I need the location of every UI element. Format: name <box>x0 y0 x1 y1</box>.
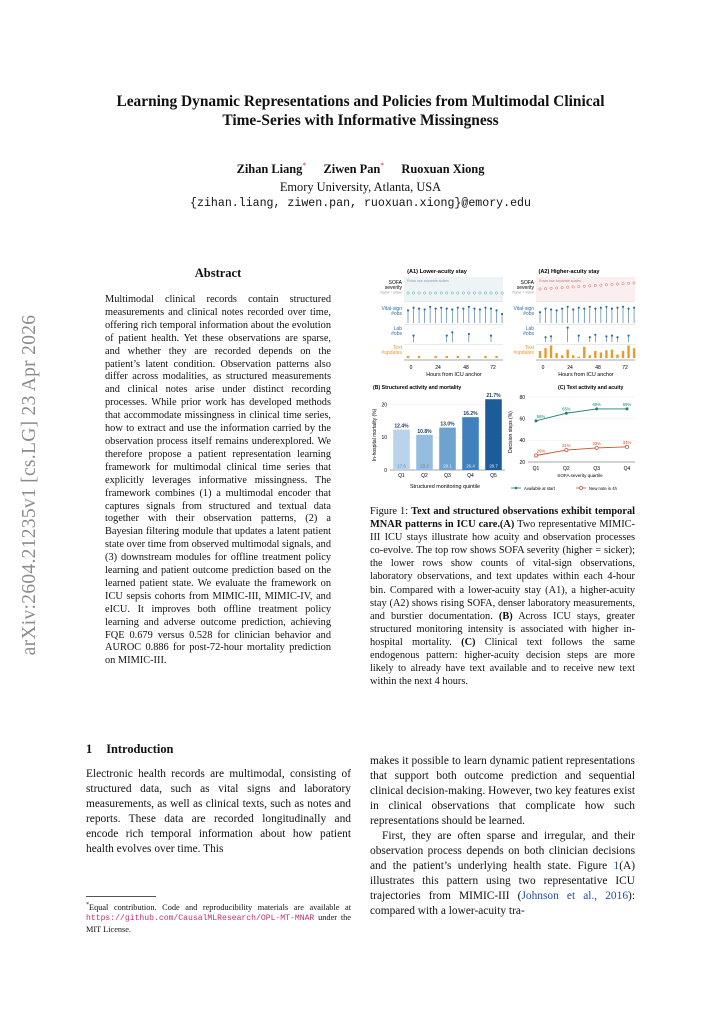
text-bar <box>627 345 629 358</box>
lab-point <box>594 334 596 336</box>
chart-c-x-ticks <box>533 466 631 472</box>
text-bar <box>583 347 585 358</box>
x-axis-label: Hours from ICU anchor <box>558 372 614 378</box>
abstract-body: Multimodal clinical records contain structured measurements and clinical notes recorded over time, offering rich temporal information about the evolution of patient health. Yet these observations are sparse, and whether they are recorded depends on the patient’s latent condition. Observation patterns also differ across modalities, as structured measurements and clinical notes arise under distinct recording processes. While prior work has developed methods that accommodate missingness in clinical time series, how to extract and use the information carried by the observation process itself remains underexplored. We therefore propose a patient representation learning framework for multimodal clinical time series that explicitly leverages informative missingness. The framework combines (1) a multimodal encoder that captures signals from structured and textual data together with their observation patterns, (2) a Bayesian filtering module that updates a latent patient state over time from observed multimodal signals, and (3) downstream modules for offline treatment policy learning and patient outcome prediction based on the learned patient state. We evaluate the framework on ICU sepsis cohorts from MIMIC-III, MIMIC-IV, and eICU. It improves both offline treatment policy learning and adverse outcome prediction, achieving FQE 0.679 versus 0.528 for clinician behavior and AUROC 0.886 for post-72-hour mortality prediction on MIMIC-III. <box>105 294 331 667</box>
y-tick-label: 20 <box>381 402 387 409</box>
text-bar <box>539 351 541 358</box>
text-bar <box>605 350 607 358</box>
row-label-text-2: #updates <box>381 350 402 356</box>
figure-caption <box>370 505 635 688</box>
row-label-vital: Vital-sign <box>513 306 534 312</box>
lab-point <box>616 336 618 338</box>
para2-text-b: (A) illustrates this pattern using two representative ICU trajectories from MIMIC-III ( <box>370 860 635 902</box>
x-tick: 48 <box>595 365 601 371</box>
vital-point <box>446 308 448 310</box>
author-3: Ruoxuan Xiong <box>401 162 485 177</box>
text-bar <box>578 357 580 358</box>
x-ticks <box>410 365 496 371</box>
caption-c-text: Clinical text follows the same endogenous pattern: higher-acuity decision steps are more likely to already have text available and to receive new text within the next 4 hours. <box>370 636 635 688</box>
x-tick: 48 <box>463 365 469 371</box>
sofa-note: Rows use separate scales <box>407 279 449 283</box>
bar <box>485 399 502 470</box>
row-label-lab-2: #obs <box>391 331 402 337</box>
arxiv-stamp-text: arXiv:2604.21235v1 [cs.LG] 23 Apr 2026 <box>19 314 40 656</box>
abstract-heading: Abstract <box>194 266 242 280</box>
vital-point <box>561 308 563 310</box>
affiliation: Emory University, Atlanta, USA <box>279 180 442 194</box>
series-point <box>565 412 568 415</box>
chart-b-x-ticks <box>398 473 497 479</box>
x-tick: 0 <box>409 365 413 371</box>
vital-point <box>412 307 414 309</box>
vital-point <box>616 307 618 309</box>
y-tick-label: 0 <box>384 467 387 474</box>
figure-ref-link[interactable]: 1 <box>613 860 620 872</box>
series-point <box>565 448 568 451</box>
vital-point <box>429 306 431 308</box>
x-tick-label: Q4 <box>467 473 474 479</box>
x-tick: 24 <box>567 365 573 371</box>
series-value-label: 26% <box>536 448 546 454</box>
text-bar <box>566 350 568 358</box>
text-bar <box>611 350 613 358</box>
vital-point <box>633 307 635 309</box>
row-label-text-2: #updates <box>513 350 534 356</box>
series-point <box>595 446 598 449</box>
text-bar <box>561 355 563 358</box>
text-bar <box>446 356 448 358</box>
section-number: 1 <box>86 742 93 756</box>
y-tick-label: 40 <box>519 438 525 445</box>
text-bar <box>600 352 602 358</box>
series-point <box>535 419 538 422</box>
vital-point <box>418 308 420 310</box>
vital-point <box>451 308 453 310</box>
series-point <box>625 445 628 448</box>
paragraph: makes it possible to learn dynamic patient representations that support both outcome prediction and sequential clinical decision-making. However, two key features exist in clinical observations that complicate how such representations should be learned. <box>370 755 635 827</box>
caption-a-text: Two representative MIMIC-III ICU stays illustrate how acuity and observation processes co-evolve. The top row shows SOFA severity (higher = sicker); the lower rows show counts of vital-sign observations, laboratory observations, and text updates within each 4-hour bin. Compared with a lower-acuity stay (A1), a higher-acuity stay (A2) shows rising SOFA, denser laboratory measurements, and burstier documentation. <box>370 519 635 622</box>
panel-b-chart <box>372 385 505 490</box>
text-bar <box>457 356 459 358</box>
series-line <box>536 409 627 421</box>
text-bar <box>616 355 618 359</box>
vital-point <box>622 306 624 308</box>
caption-a-label: (A) <box>499 519 515 531</box>
row-label-vital: Vital-sign <box>381 306 402 312</box>
bar-value-label: 13.0% <box>440 421 455 428</box>
row-label-vital-2: #obs <box>523 311 534 317</box>
x-tick: 72 <box>622 365 628 371</box>
vital-point <box>627 308 629 310</box>
intro-paragraph: Electronic health records are multimodal, consisting of structured data, such as vital signs and laboratory measurements, as well as clinical texts, such as notes and reports. These data are recorded longitudinally and encode rich temporal information about how patient health evolves over time. This <box>86 768 351 855</box>
row-label-lab: Lab <box>393 326 402 332</box>
row-label-sofa: SOFA <box>388 280 402 286</box>
series-value-label: 34% <box>622 439 632 445</box>
title-line-1: Learning Dynamic Representations and Policies from Multimodal Clinical <box>116 93 605 110</box>
vital-point <box>605 306 607 308</box>
author-list <box>70 161 651 177</box>
vital-point <box>473 308 475 310</box>
lab-point <box>611 335 613 337</box>
lab-point <box>578 335 580 337</box>
section-title: Introduction <box>106 742 174 756</box>
chart-b-xlabel: Structured monitoring quintile <box>409 484 481 490</box>
vital-point <box>490 308 492 310</box>
series-point <box>595 407 598 410</box>
series-point <box>626 407 629 410</box>
x-tick: 72 <box>490 365 496 371</box>
vital-point <box>484 307 486 309</box>
bar-inner-label: 17.6 <box>397 463 406 469</box>
panel-a2 <box>512 277 635 378</box>
x-tick-label: Q1 <box>398 473 405 479</box>
row-label-text: Text <box>524 345 534 351</box>
panel-a1-title: (A1) Lower-acuity stay <box>407 269 467 275</box>
row-label-sofa-2: severity <box>384 285 402 291</box>
lab-point <box>490 335 492 337</box>
x-tick-label: Q2 <box>421 473 428 479</box>
text-bar <box>594 351 596 358</box>
vital-point <box>594 308 596 310</box>
x-tick-label: Q5 <box>490 473 497 479</box>
chart-b-title: (B) Structured activity and mortality <box>373 385 462 391</box>
paragraph <box>370 829 635 919</box>
vital-point <box>468 306 470 308</box>
legend-label-available: Available at start <box>524 486 555 491</box>
caption-b-text: Across ICU stays, greater structured monitoring intensity is associated with higher in-hospital mortality. <box>370 610 635 648</box>
x-tick-label: Q3 <box>444 473 451 479</box>
text-bar <box>550 345 552 358</box>
bar-value-label: 10.8% <box>417 428 432 435</box>
lab-point <box>446 335 448 337</box>
figure-1-svg <box>365 265 640 495</box>
vital-point <box>495 309 497 311</box>
bar <box>462 417 479 470</box>
chart-c-legend <box>511 486 618 491</box>
panel-a2-title: (A2) Higher-acuity stay <box>538 269 600 275</box>
vital-point <box>583 308 585 310</box>
row-label-text: Text <box>392 345 402 351</box>
vital-point <box>457 307 459 309</box>
text-bar <box>633 348 635 358</box>
bar-value-label: 21.7% <box>486 393 501 400</box>
y-tick-label: 80 <box>519 394 525 401</box>
footnote-text: Equal contribution. Code and reproducibility materials are available at <box>89 902 351 912</box>
vital-point <box>572 308 574 310</box>
text-bar <box>495 356 497 358</box>
vital-point <box>589 306 591 308</box>
text-bar <box>418 356 420 358</box>
text-bar <box>572 355 574 358</box>
text-bar <box>555 353 557 358</box>
para2-text-a: First, they are often sparse and irregular, and their observation process depends on both clinician decisions and the patient’s underlying health state. Figure <box>370 830 635 872</box>
para2-text-c: ): compared with a lower-acuity tra- <box>370 890 635 917</box>
y-tick-label: 60 <box>519 416 525 423</box>
text-bar <box>407 356 409 358</box>
legend-marker-available <box>515 487 518 490</box>
vital-point <box>600 307 602 309</box>
lab-point <box>544 336 546 338</box>
title-line-2: Time-Series with Informative Missingness <box>222 112 499 129</box>
x-tick-label: Q4 <box>623 466 631 472</box>
lab-point <box>589 336 591 338</box>
row-label-sofa-3: higher = sicker <box>512 290 534 295</box>
x-tick: 24 <box>435 365 441 371</box>
series-point <box>534 454 537 457</box>
series-value-label: 69% <box>622 401 632 407</box>
paper-title <box>70 92 651 130</box>
x-tick-label: Q2 <box>562 466 570 472</box>
footnote-rule <box>86 896 156 897</box>
author-2: Ziwen Pan* <box>323 161 385 177</box>
text-bar <box>484 356 486 358</box>
footnote-license: under the MIT License. <box>86 913 351 934</box>
arxiv-stamp <box>10 300 50 670</box>
bar-inner-label: 29.1 <box>443 463 452 469</box>
lab-point <box>451 331 453 333</box>
series-value-label: 65% <box>562 406 571 412</box>
vital-point <box>611 308 613 310</box>
author-emails: {zihan.liang, ziwen.pan, ruoxuan.xiong}@emory.edu <box>190 197 531 210</box>
repo-link[interactable]: https://github.com/CausalMLResearch/OPL-MT-MNAR <box>86 914 315 924</box>
y-tick-label: 20 <box>519 459 525 466</box>
lab-point <box>468 333 470 335</box>
row-label-vital-2: #obs <box>391 311 402 317</box>
series-value-label: 58% <box>536 413 546 419</box>
lab-point <box>627 335 629 337</box>
vital-point <box>501 313 503 315</box>
series-line <box>536 447 627 456</box>
legend-marker-new-note <box>580 487 583 490</box>
citation-link[interactable]: Johnson et al., 2016 <box>521 890 629 902</box>
row-label-sofa: SOFA <box>520 280 534 286</box>
footnote <box>86 900 351 936</box>
bar-inner-label: 23.2 <box>420 463 429 469</box>
vital-point <box>539 311 541 313</box>
x-axis-label: Hours from ICU anchor <box>426 372 482 378</box>
text-bar <box>622 351 624 358</box>
vital-point <box>578 307 580 309</box>
vital-point <box>424 308 426 310</box>
row-label-sofa-3: higher = sicker <box>380 290 402 295</box>
vital-point <box>440 307 442 309</box>
vital-point <box>407 309 409 311</box>
right-column-text <box>370 754 635 919</box>
x-tick-label: Q3 <box>593 466 601 472</box>
lab-point <box>550 335 552 337</box>
series-value-label: 31% <box>562 443 571 449</box>
figure-1 <box>365 265 640 495</box>
section-heading <box>86 742 173 757</box>
caption-bold: Text and structured observations exhibit temporal MNAR patterns in ICU care. <box>370 506 635 531</box>
author-1: Zihan Liang* <box>236 161 307 177</box>
chart-c-lines <box>534 402 631 457</box>
vital-point <box>435 308 437 310</box>
vital-point <box>550 308 552 310</box>
vital-point <box>462 308 464 310</box>
chart-c-title: (C) Text activity and acuity <box>558 385 624 391</box>
footnote-mark: * <box>86 902 89 908</box>
row-label-lab: Lab <box>525 326 534 332</box>
y-tick-label: 10 <box>381 435 387 442</box>
series-value-label: 33% <box>592 440 601 446</box>
x-tick: 0 <box>541 365 545 371</box>
vital-point <box>567 306 569 308</box>
row-label-sofa-2: severity <box>516 285 534 291</box>
chart-c-ylabel: Decision steps (%) <box>508 411 514 453</box>
text-bar <box>589 355 591 358</box>
bar-value-label: 12.4% <box>394 423 409 430</box>
vital-point <box>544 308 546 310</box>
x-tick-label: Q1 <box>532 466 540 472</box>
text-bar <box>544 348 546 358</box>
vital-point <box>479 308 481 310</box>
series-value-label: 69% <box>592 401 601 407</box>
caption-c-label: (C) <box>461 636 476 648</box>
vital-point <box>556 309 558 311</box>
bar-inner-label: 26.4 <box>466 463 475 469</box>
bar-value-label: 16.2% <box>463 411 478 418</box>
legend-label-new-note: New note in 4h <box>589 486 617 491</box>
panel-c-chart <box>508 385 635 491</box>
chart-b-ylabel: In-hospital mortality (%) <box>372 408 378 462</box>
lab-point <box>567 327 569 329</box>
caption-b-label: (B) <box>498 610 513 622</box>
bar-inner-label: 28.7 <box>489 463 498 469</box>
caption-label: Figure 1: <box>370 506 412 517</box>
lab-point <box>605 335 607 337</box>
text-bar <box>434 356 436 358</box>
row-label-lab-2: #obs <box>523 331 534 337</box>
sofa-note: Rows use separate scales <box>539 279 581 283</box>
x-ticks <box>542 365 628 371</box>
chart-c-xlabel: SOFA severity quartile <box>557 473 603 478</box>
text-bar <box>468 356 470 358</box>
lab-point <box>412 335 414 337</box>
